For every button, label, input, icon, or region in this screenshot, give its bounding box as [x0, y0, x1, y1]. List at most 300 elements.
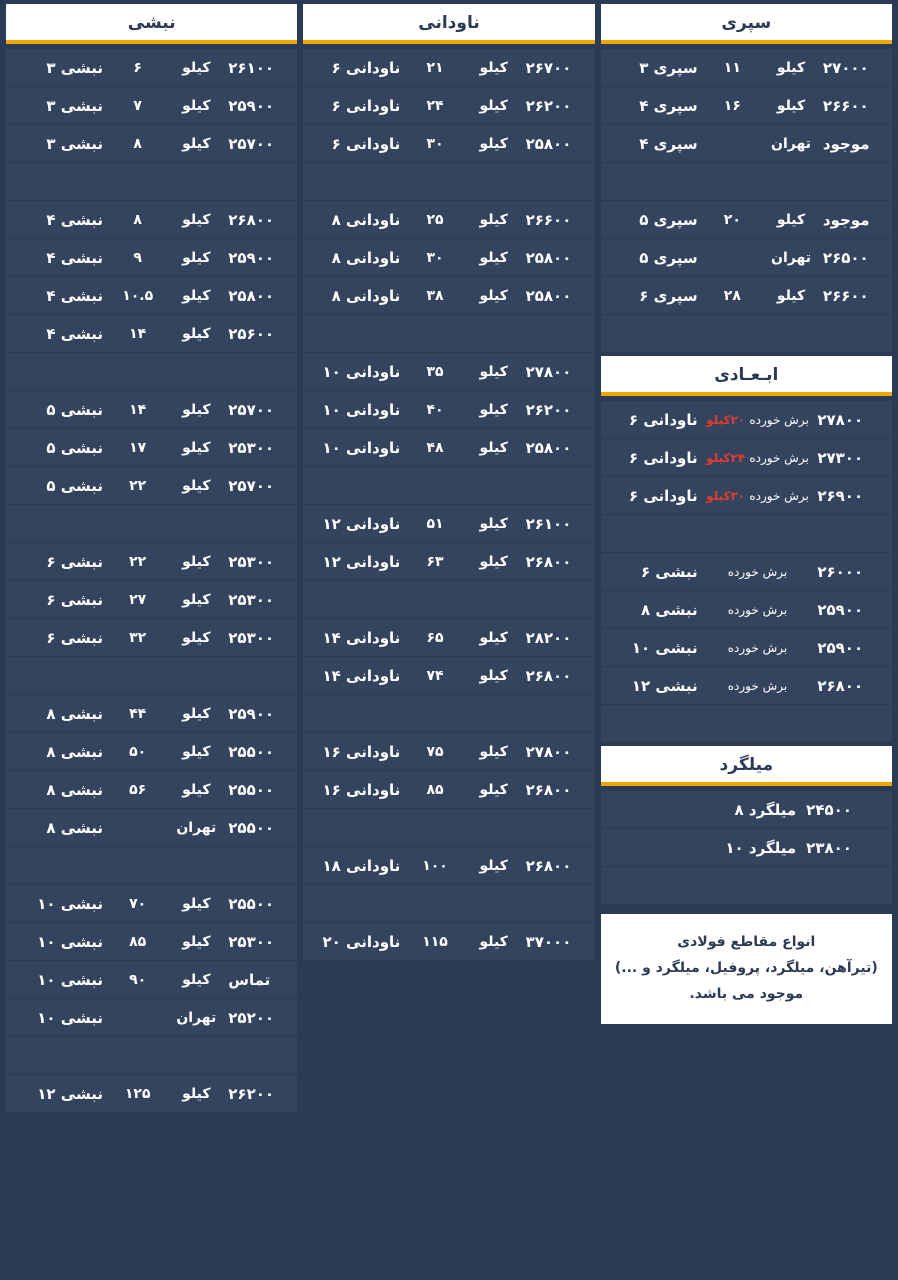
- product-weight: ۱۰.۵: [122, 287, 154, 304]
- product-name: نبشی ۵: [46, 476, 103, 495]
- product-name: نبشی ۱۰: [37, 1008, 103, 1027]
- product-price: ۲۶۸۰۰: [525, 780, 572, 799]
- product-name: ناودانی ۸: [331, 286, 401, 305]
- table-row: [6, 619, 297, 657]
- product-unit: کیلو: [479, 629, 508, 646]
- notice-line-3: موجود می باشد.: [689, 985, 804, 1002]
- product-price: ۲۵۳۰۰: [228, 438, 275, 457]
- product-note-text: برش خورده: [727, 564, 788, 579]
- table-row: [303, 125, 594, 163]
- table-row-spacer: [601, 315, 892, 353]
- table-row: [303, 657, 594, 695]
- product-name: نبشی ۴: [46, 286, 103, 305]
- product-unit: کیلو: [479, 857, 508, 874]
- notice-line-2: (تیرآهن، میلگرد، پروفیل، میلگرد و ...): [614, 959, 878, 976]
- product-name: نبشی ۳: [46, 96, 103, 115]
- product-unit: کیلو: [479, 59, 508, 76]
- product-weight: ۴۴: [129, 705, 147, 722]
- product-unit: کیلو: [182, 781, 211, 798]
- product-unit: کیلو: [479, 287, 508, 304]
- product-price: ۲۶۲۰۰: [525, 400, 572, 419]
- table-row: [6, 543, 297, 581]
- product-weight: ۲۷: [129, 591, 147, 608]
- table-row: [6, 961, 297, 999]
- availability-notice: [601, 914, 892, 1024]
- product-price: ۲۶۸۰۰: [228, 210, 275, 229]
- product-name: ناودانی ۱۲: [322, 552, 401, 571]
- product-weight: ۲۱: [426, 59, 444, 76]
- table-row-spacer: [303, 163, 594, 201]
- product-price: ۲۶۲۰۰: [525, 96, 572, 115]
- product-unit: کیلو: [182, 439, 211, 456]
- product-name: نبشی ۴: [46, 210, 103, 229]
- product-weight: ۹۰: [129, 971, 147, 988]
- product-name: سپری ۴: [639, 134, 698, 153]
- table-row: [6, 733, 297, 771]
- product-unit: کیلو: [182, 401, 211, 418]
- product-price: ۲۵۸۰۰: [525, 248, 572, 267]
- table-row-spacer: [6, 847, 297, 885]
- product-price: ۲۵۷۰۰: [228, 476, 275, 495]
- product-name: نبشی ۱۰: [631, 638, 698, 657]
- product-unit: کیلو: [479, 781, 508, 798]
- product-name: ناودانی ۶: [331, 58, 401, 77]
- table-row: [6, 391, 297, 429]
- product-name: ناودانی ۶: [331, 96, 401, 115]
- table-row: [303, 391, 594, 429]
- product-unit: کیلو: [182, 895, 211, 912]
- product-weight: ۳۵: [426, 363, 444, 380]
- table-row: [303, 239, 594, 277]
- product-unit: کیلو: [182, 591, 211, 608]
- product-weight: ۶۵: [426, 629, 444, 646]
- table-row: [601, 239, 892, 277]
- table-row: [303, 923, 594, 961]
- product-note: [702, 641, 814, 655]
- product-unit: کیلو: [776, 97, 806, 114]
- product-price: ۲۵۷۰۰: [228, 134, 275, 153]
- product-price: ۲۷۸۰۰: [525, 362, 572, 381]
- product-weight: ۱۱۵: [422, 933, 448, 950]
- product-name: نبشی ۴: [46, 248, 103, 267]
- product-name: ناودانی ۶: [331, 134, 401, 153]
- product-price: ۲۵۳۰۰: [228, 552, 275, 571]
- table-row: [6, 923, 297, 961]
- notice-line-1: انواع مقاطع فولادی: [677, 934, 816, 950]
- product-name: ناودانی ۱۴: [322, 666, 401, 685]
- product-name: ناودانی ۲۰: [322, 932, 401, 951]
- product-price: ۲۶۶۰۰: [822, 96, 869, 115]
- product-price: ۲۵۹۰۰: [228, 704, 275, 723]
- product-unit: کیلو: [479, 933, 508, 950]
- product-unit: کیلو: [182, 135, 211, 152]
- product-unit: کیلو: [479, 667, 508, 684]
- product-price: موجود: [822, 210, 870, 229]
- product-unit: کیلو: [182, 97, 211, 114]
- table-row: [303, 733, 594, 771]
- table-row: [6, 467, 297, 505]
- table-row: [6, 315, 297, 353]
- product-name: نبشی ۱۲: [631, 676, 698, 695]
- product-unit: کیلو: [776, 211, 806, 228]
- product-weight: ۵۶: [129, 781, 147, 798]
- product-price: ۲۸۲۰۰: [525, 628, 572, 647]
- product-note: [702, 489, 814, 503]
- table-row: [6, 771, 297, 809]
- table-row-spacer: [303, 885, 594, 923]
- product-price: ۲۷۸۰۰: [817, 410, 864, 429]
- product-price: ۲۵۸۰۰: [525, 134, 572, 153]
- table-row: [6, 201, 297, 239]
- product-weight: ۱۲۵: [124, 1085, 151, 1102]
- product-unit: کیلو: [182, 249, 211, 266]
- table-row: [601, 829, 892, 867]
- product-name: نبشی ۸: [46, 818, 103, 837]
- table-row: [601, 439, 892, 477]
- table-row: [6, 885, 297, 923]
- abadi-rows: [601, 401, 892, 743]
- table-row: [601, 277, 892, 315]
- product-unit: کیلو: [479, 401, 508, 418]
- product-name: نبشی ۳: [46, 134, 103, 153]
- table-row-spacer: [303, 695, 594, 733]
- product-note: [702, 679, 814, 693]
- product-unit: کیلو: [182, 743, 211, 760]
- product-price: تماس: [228, 970, 271, 989]
- table-row-spacer: [601, 867, 892, 905]
- product-name: ناودانی ۱۸: [322, 856, 401, 875]
- table-row: [6, 87, 297, 125]
- product-note: [702, 451, 814, 465]
- product-price: ۲۶۱۰۰: [525, 514, 572, 533]
- product-name: سپری ۴: [639, 96, 698, 115]
- product-weight: ۱۴: [129, 325, 147, 342]
- product-name: ناودانی ۱۴: [322, 628, 401, 647]
- table-row-spacer: [6, 163, 297, 201]
- column-navdani: [303, 4, 594, 1276]
- table-row: [303, 201, 594, 239]
- table-row: [303, 353, 594, 391]
- product-name: ناودانی ۸: [331, 210, 401, 229]
- column-nabshi: [6, 4, 297, 1276]
- product-name: نبشی ۶: [46, 628, 103, 647]
- product-weight: ۱۶: [723, 97, 741, 114]
- product-note-weight: ۲۰کیلو: [706, 412, 750, 427]
- section-header-separi: سپری: [601, 4, 892, 44]
- product-weight: ۲۵: [426, 211, 444, 228]
- product-price: ۲۵۲۰۰: [228, 1008, 275, 1027]
- product-weight: ۲۰: [723, 211, 741, 228]
- product-name: ناودانی ۶: [629, 448, 698, 467]
- product-price: ۲۷۰۰۰: [822, 58, 869, 77]
- table-row: [601, 553, 892, 591]
- table-row-spacer: [6, 353, 297, 391]
- product-weight: ۲۸: [723, 287, 741, 304]
- product-name: نبشی ۸: [46, 704, 103, 723]
- section-header-nabshi: نبشی: [6, 4, 297, 44]
- product-name: ناودانی ۱۰: [322, 362, 401, 381]
- product-price: ۲۵۷۰۰: [228, 400, 275, 419]
- table-row: [6, 239, 297, 277]
- product-note-text: برش خورده: [749, 450, 809, 465]
- table-row: [303, 771, 594, 809]
- product-name: نبشی ۸: [46, 742, 103, 761]
- product-weight: ۱۰۰: [422, 857, 448, 874]
- product-unit: کیلو: [182, 705, 211, 722]
- product-unit: تهران: [176, 1009, 217, 1026]
- table-row: [601, 87, 892, 125]
- product-weight: ۱۷: [129, 439, 147, 456]
- table-row: [601, 201, 892, 239]
- product-name: نبشی ۱۰: [37, 970, 103, 989]
- product-name: نبشی ۸: [46, 780, 103, 799]
- product-price: ۲۵۵۰۰: [228, 818, 275, 837]
- table-row-spacer: [601, 515, 892, 553]
- product-unit: تهران: [771, 249, 811, 266]
- table-row-spacer: [6, 505, 297, 543]
- product-note: [702, 565, 814, 579]
- product-unit: کیلو: [182, 477, 211, 494]
- product-weight: ۴۸: [426, 439, 444, 456]
- product-weight: ۳۰: [426, 249, 444, 266]
- product-name: سپری ۳: [639, 58, 698, 77]
- table-row: [303, 49, 594, 87]
- product-name: نبشی ۶: [46, 590, 103, 609]
- product-price: ۲۵۸۰۰: [228, 286, 275, 305]
- product-note: [702, 413, 814, 427]
- product-unit: کیلو: [182, 933, 211, 950]
- product-weight: ۹: [133, 249, 142, 266]
- section-header-abadi: ابـعـادی: [601, 356, 892, 396]
- product-unit: کیلو: [182, 211, 211, 228]
- table-row: [6, 999, 297, 1037]
- table-row: [601, 401, 892, 439]
- product-unit: کیلو: [182, 59, 211, 76]
- product-name: ناودانی ۱۲: [322, 514, 401, 533]
- table-row: [601, 49, 892, 87]
- product-price: ۲۴۵۰۰: [806, 800, 852, 819]
- table-row: [303, 277, 594, 315]
- product-name: نبشی ۳: [46, 58, 103, 77]
- product-price: ۲۷۳۰۰: [817, 448, 864, 467]
- product-price: ۲۵۹۰۰: [228, 96, 275, 115]
- product-weight: ۸: [133, 135, 142, 152]
- product-note: [702, 603, 814, 617]
- product-unit: کیلو: [479, 439, 508, 456]
- product-name: ناودانی ۶: [629, 486, 698, 505]
- table-row: [601, 629, 892, 667]
- table-row: [303, 543, 594, 581]
- product-unit: کیلو: [479, 515, 508, 532]
- product-note-text: برش خورده: [727, 640, 788, 655]
- section-header-milgerd: میلگرد: [601, 746, 892, 786]
- product-name: نبشی ۱۰: [37, 932, 103, 951]
- product-name: ناودانی ۱۰: [322, 400, 401, 419]
- product-price: ۲۵۵۰۰: [228, 742, 275, 761]
- product-price: ۲۶۰۰۰: [817, 562, 864, 581]
- product-price: ۲۵۹۰۰: [228, 248, 275, 267]
- product-price: ۲۷۸۰۰: [525, 742, 572, 761]
- table-row: [6, 277, 297, 315]
- table-row: [303, 847, 594, 885]
- product-price: ۲۵۹۰۰: [817, 600, 864, 619]
- product-price: ۲۶۹۰۰: [817, 486, 864, 505]
- product-note-text: برش خورده: [727, 602, 788, 617]
- table-row-spacer: [6, 1037, 297, 1075]
- product-weight: ۵۱: [426, 515, 444, 532]
- product-price: ۲۶۵۰۰: [822, 248, 869, 267]
- product-price: ۲۶۸۰۰: [817, 676, 864, 695]
- product-name: نبشی ۱۰: [37, 894, 103, 913]
- product-weight: ۱۱: [723, 59, 741, 76]
- product-unit: کیلو: [479, 743, 508, 760]
- milgerd-rows: [601, 791, 892, 905]
- table-row: [601, 477, 892, 515]
- product-unit: کیلو: [182, 553, 211, 570]
- product-price: ۲۵۶۰۰: [228, 324, 275, 343]
- separi-rows: [601, 49, 892, 353]
- product-note-weight: ۳۰کیلو: [706, 488, 750, 503]
- product-weight: ۳۰: [426, 135, 444, 152]
- product-name: سپری ۶: [639, 286, 698, 305]
- product-price: ۲۵۸۰۰: [525, 286, 572, 305]
- table-row: [601, 125, 892, 163]
- product-weight: ۷۴: [426, 667, 444, 684]
- product-price: ۲۶۸۰۰: [525, 856, 572, 875]
- table-row: [6, 125, 297, 163]
- product-price: ۳۷۰۰۰: [525, 932, 572, 951]
- product-unit: کیلو: [479, 553, 508, 570]
- table-row-spacer: [6, 657, 297, 695]
- product-unit: کیلو: [479, 211, 508, 228]
- product-price: ۲۵۹۰۰: [817, 638, 864, 657]
- table-row: [6, 581, 297, 619]
- product-weight: ۸۵: [426, 781, 444, 798]
- product-price: ۲۵۳۰۰: [228, 590, 275, 609]
- product-price: موجود: [822, 134, 870, 153]
- product-unit: کیلو: [479, 249, 508, 266]
- product-name: نبشی ۶: [641, 562, 698, 581]
- product-note-weight: ۲۴کیلو: [706, 450, 750, 465]
- product-price: ۲۵۵۰۰: [228, 780, 275, 799]
- product-price: ۲۶۶۰۰: [525, 210, 572, 229]
- product-unit: کیلو: [479, 135, 508, 152]
- product-price: ۲۵۸۰۰: [525, 438, 572, 457]
- table-row-spacer: [303, 581, 594, 619]
- product-weight: ۶۳: [426, 553, 444, 570]
- product-weight: ۸۵: [129, 933, 147, 950]
- product-weight: ۷۰: [129, 895, 147, 912]
- product-name: میلگرد ۸: [734, 800, 797, 819]
- product-unit: کیلو: [776, 59, 806, 76]
- product-price: ۲۶۲۰۰: [228, 1084, 275, 1103]
- product-unit: کیلو: [182, 629, 211, 646]
- column-separi: [601, 4, 892, 1276]
- table-row: [303, 505, 594, 543]
- product-weight: ۳۲: [129, 629, 147, 646]
- product-weight: ۱۴: [129, 401, 147, 418]
- product-unit: کیلو: [182, 1085, 211, 1102]
- product-price: ۲۵۳۰۰: [228, 628, 275, 647]
- product-weight: ۲۴: [426, 97, 444, 114]
- product-unit: کیلو: [479, 97, 508, 114]
- table-row: [303, 87, 594, 125]
- product-name: نبشی ۵: [46, 438, 103, 457]
- product-price: ۲۶۱۰۰: [228, 58, 275, 77]
- product-unit: کیلو: [479, 363, 508, 380]
- table-row: [6, 695, 297, 733]
- product-weight: ۷: [133, 97, 142, 114]
- product-name: ناودانی ۶: [629, 410, 698, 429]
- product-price: ۲۳۸۰۰: [806, 838, 852, 857]
- table-row: [601, 591, 892, 629]
- nabshi-rows: [6, 49, 297, 1113]
- product-unit: کیلو: [776, 287, 806, 304]
- product-name: سپری ۵: [639, 210, 698, 229]
- table-row: [6, 429, 297, 467]
- product-weight: ۲۲: [129, 477, 147, 494]
- navdani-rows: [303, 49, 594, 961]
- product-price: ۲۶۸۰۰: [525, 666, 572, 685]
- table-row: [303, 429, 594, 467]
- table-row: [6, 1075, 297, 1113]
- table-row: [601, 667, 892, 705]
- product-name: نبشی ۸: [641, 600, 698, 619]
- product-name: نبشی ۵: [46, 400, 103, 419]
- section-header-navdani: ناودانی: [303, 4, 594, 44]
- product-unit: کیلو: [182, 971, 211, 988]
- product-price: ۲۶۷۰۰: [525, 58, 572, 77]
- table-row: [303, 619, 594, 657]
- product-weight: ۵۰: [129, 743, 147, 760]
- product-weight: ۳۸: [426, 287, 444, 304]
- table-row-spacer: [303, 315, 594, 353]
- table-row-spacer: [303, 467, 594, 505]
- product-weight: ۸: [133, 211, 142, 228]
- table-row-spacer: [601, 163, 892, 201]
- product-name: ناودانی ۸: [331, 248, 401, 267]
- product-weight: ۷۵: [426, 743, 444, 760]
- product-name: ناودانی ۱۶: [322, 780, 401, 799]
- product-note-text: برش خورده: [749, 412, 809, 427]
- product-weight: ۴۰: [426, 401, 444, 418]
- product-note-text: برش خورده: [749, 488, 809, 503]
- table-row: [6, 809, 297, 847]
- product-price: ۲۵۳۰۰: [228, 932, 275, 951]
- product-name: نبشی ۱۲: [37, 1084, 103, 1103]
- product-name: سپری ۵: [639, 248, 698, 267]
- product-unit: کیلو: [182, 287, 211, 304]
- table-row: [601, 791, 892, 829]
- table-row: [6, 49, 297, 87]
- product-price: ۲۶۸۰۰: [525, 552, 572, 571]
- product-name: ناودانی ۱۰: [322, 438, 401, 457]
- product-weight: ۲۲: [129, 553, 147, 570]
- product-price: ۲۶۶۰۰: [822, 286, 869, 305]
- product-note-text: برش خورده: [727, 678, 788, 693]
- product-name: نبشی ۴: [46, 324, 103, 343]
- product-unit: تهران: [771, 135, 811, 152]
- product-name: میلگرد ۱۰: [725, 838, 797, 857]
- table-row-spacer: [303, 809, 594, 847]
- product-unit: کیلو: [182, 325, 211, 342]
- product-unit: تهران: [176, 819, 217, 836]
- product-weight: ۶: [133, 59, 142, 76]
- table-row-spacer: [601, 705, 892, 743]
- product-name: نبشی ۶: [46, 552, 103, 571]
- product-name: ناودانی ۱۶: [322, 742, 401, 761]
- product-price: ۲۵۵۰۰: [228, 894, 275, 913]
